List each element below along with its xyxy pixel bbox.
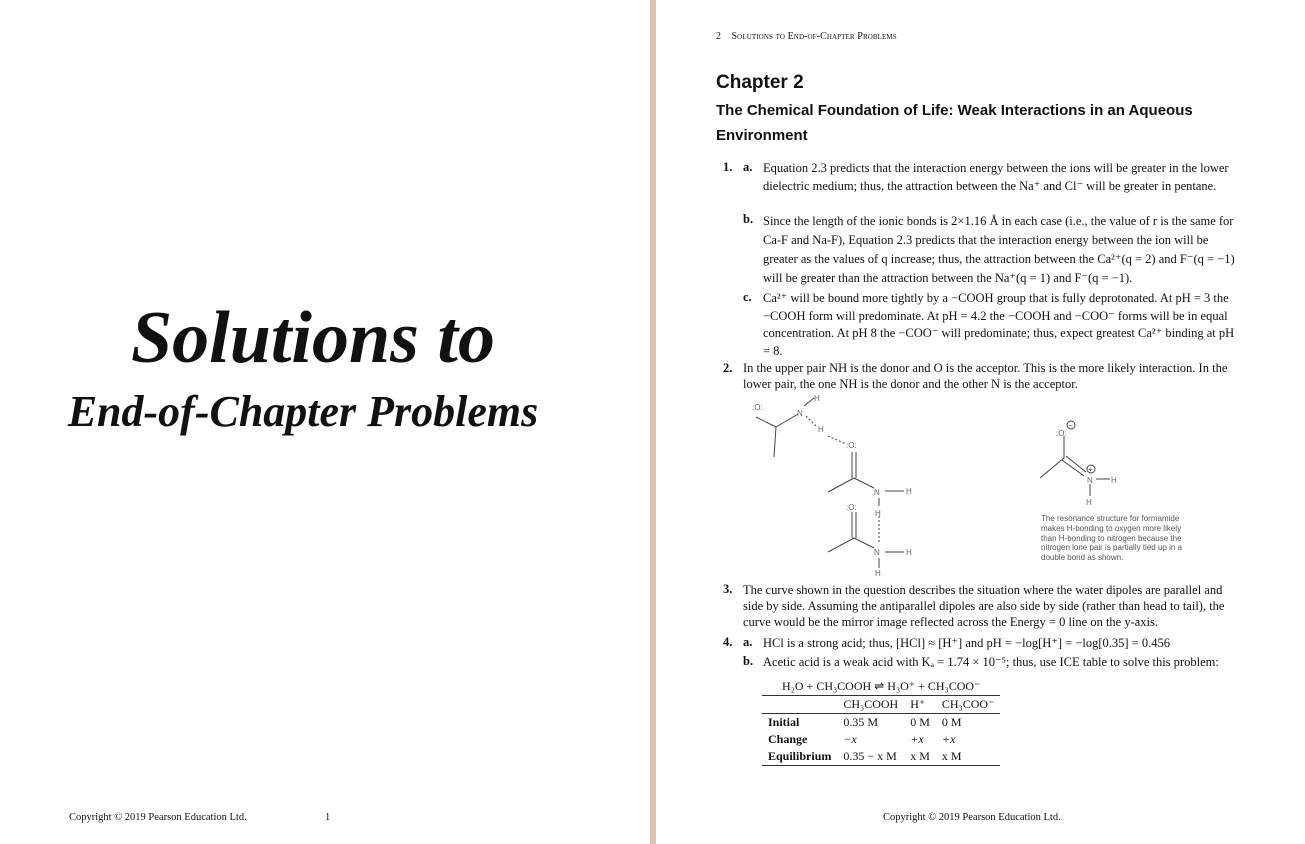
ice-cell: 0.35 M — [843, 715, 879, 729]
title-line-2: End-of-Chapter Problems — [67, 387, 539, 436]
table-row — [762, 748, 1000, 766]
hbond-figure — [656, 392, 1305, 582]
problem-3-text: The curve shown in the question describes the situation where the water dipoles are parallel and side by side. Assuming the antiparallel dipoles are also side by side (rather than head to tail), the curve would be the mirror image reflected across the Energy = 0 line on the y-axis. — [743, 583, 1225, 629]
svg-text:H: H — [814, 394, 820, 403]
ice-header-cell: H⁺ — [904, 696, 936, 714]
ice-header-row — [762, 696, 1000, 714]
svg-text:H: H — [1086, 498, 1092, 507]
problem-2-number: 2. — [723, 361, 733, 375]
svg-text:H: H — [818, 425, 824, 434]
ice-header-cell: CH₃COO⁻ — [936, 696, 1001, 714]
chapter-number: Chapter 2 — [716, 72, 804, 93]
ice-cell: 0.35 − x M — [837, 748, 904, 766]
title-line-1: Solutions to — [130, 297, 495, 379]
table-row — [762, 714, 1000, 732]
ice-header-cell — [762, 696, 837, 714]
right-page — [656, 0, 1305, 844]
left-copyright: Copyright © 2019 Pearson Education Ltd. — [69, 812, 247, 823]
ice-cell: 0 M — [941, 715, 962, 729]
ice-row-label: Change — [768, 732, 808, 746]
problem-4a-label: a. — [743, 635, 753, 649]
left-page-number: 1 — [325, 812, 331, 823]
table-row — [762, 731, 1000, 748]
ice-row-label: Initial — [768, 715, 800, 729]
problem-1b-text: Since the length of the ionic bonds is 2×1.16 Å in each case (i.e., the value of r is the same for Ca-F and Na-F), Equation 2.3 predicts that the interaction energy between the ion will be greater as the values of q increase; thus, the attraction between the Ca²⁺(q = 2) and F⁻(q = −1) will be greater than the attraction between the Na⁺(q = 1) and F⁻(q = −1). — [763, 214, 1235, 285]
running-head-text: Solutions to End-of-Chapter Problems — [731, 31, 897, 42]
ice-table — [762, 678, 1000, 766]
chapter-title: The Chemical Foundation of Life: Weak Interactions in an Aqueous Environment — [716, 102, 1193, 144]
problem-4a-text: HCl is a strong acid; thus, [HCl] ≈ [H⁺] and pH = −log[H⁺] = −log[0.35] = 0.456 — [763, 636, 1170, 650]
svg-text:N: N — [874, 548, 880, 557]
left-page — [0, 0, 650, 844]
svg-text::O:: :O: — [752, 403, 763, 412]
svg-text:H: H — [875, 569, 881, 578]
ice-cell: x M — [904, 748, 936, 766]
problem-1a-text: Equation 2.3 predicts that the interaction energy between the ions will be greater in the lower dielectric medium; thus, the attraction between the Na⁺ and Cl⁻ will be greater in pentane. — [763, 161, 1229, 193]
svg-text:H: H — [906, 548, 912, 557]
svg-text:H: H — [906, 487, 912, 496]
problem-2-text: In the upper pair NH is the donor and O is the acceptor. This is the more likely interaction. In the lower pair, the one NH is the donor and the other N is the acceptor. — [743, 361, 1228, 391]
problem-1a-label: a. — [743, 160, 753, 174]
problem-1c-label: c. — [743, 290, 752, 304]
svg-text:N: N — [1087, 476, 1093, 485]
ice-cell: x M — [936, 748, 1001, 766]
figure-caption: The resonance structure for formamide makes H-bonding to oxygen more likely than H-bonding to nitrogen because the nitrogen lone pair is partially tied up in a double bond as shown. — [1041, 514, 1182, 563]
ice-row-label: Equilibrium — [762, 748, 837, 766]
problem-1-number: 1. — [723, 160, 733, 174]
svg-text::O:: :O: — [1056, 429, 1067, 438]
problem-3-number: 3. — [723, 582, 733, 596]
svg-text::O:: :O: — [846, 441, 857, 450]
problem-1c-text: Ca²⁺ will be bound more tightly by a −COOH group that is fully deprotonated. At pH = 3 the −COOH form will predominate. At pH = 4.2 the −COOH and −COO⁻ forms will be in equal concentration. At pH 8 the −COO⁻ will predominate; thus, expect greatest Ca²⁺ binding at pH = 8. — [763, 291, 1235, 358]
problem-4b-label: b. — [743, 654, 754, 668]
ice-cell: +x — [941, 732, 956, 746]
ice-equation-row — [762, 678, 1000, 696]
svg-text:+: + — [1088, 465, 1093, 474]
ice-equation: H₂O + CH₃COOH ⇌ H₃O⁺ + CH₃COO⁻ — [762, 678, 1000, 696]
svg-text:−: − — [1068, 421, 1073, 430]
right-copyright: Copyright © 2019 Pearson Education Ltd. — [883, 812, 1061, 823]
svg-text:N: N — [874, 488, 880, 497]
ice-cell: 0 M — [910, 715, 930, 729]
svg-text::O:: :O: — [846, 503, 857, 512]
running-head-page: 2 — [716, 31, 722, 42]
svg-text:H: H — [1111, 476, 1117, 485]
ice-cell: +x — [910, 732, 924, 746]
svg-text:N: N — [797, 409, 803, 418]
ice-cell: −x — [843, 732, 857, 746]
problem-4-number: 4. — [723, 635, 733, 649]
running-head — [716, 31, 897, 42]
svg-text:H: H — [875, 509, 881, 518]
problem-4b-text: Acetic acid is a weak acid with Kₐ = 1.74 × 10⁻⁵; thus, use ICE table to solve this problem: — [763, 655, 1219, 669]
problem-1b-label: b. — [743, 212, 754, 226]
ice-header-cell: CH₃COOH — [837, 696, 904, 714]
